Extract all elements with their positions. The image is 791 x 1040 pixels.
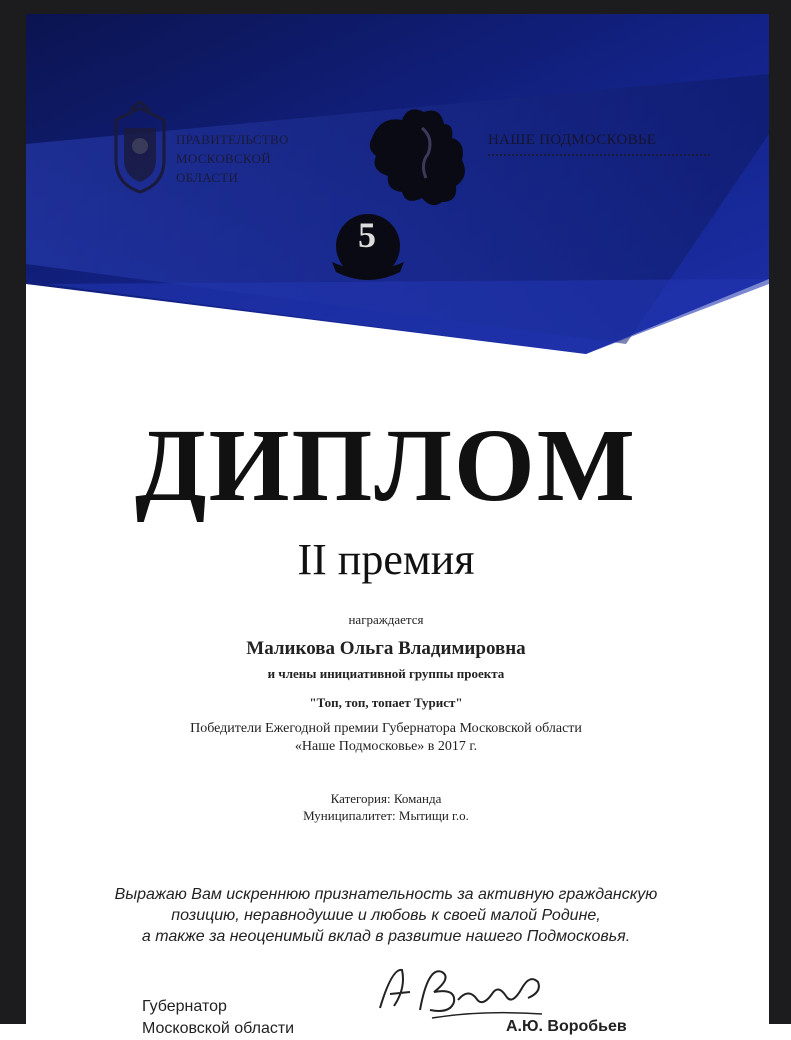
government-name — [176, 130, 289, 187]
recipient-name: Маликова Ольга Владимировна — [246, 638, 526, 659]
winners-line-1: Победители Ежегодной премии Губернатора Московской области — [190, 721, 582, 736]
project-name: "Топ, топ, топает Турист" — [309, 695, 463, 710]
government-line-3: ОБЛАСТИ — [176, 170, 239, 185]
prize-logo-title: НАШЕ ПОДМОСКОВЬЕ — [488, 132, 657, 148]
municipality: Муниципалитет: Мытищи г.о. — [303, 808, 469, 823]
group-members: и члены инициативной группы проекта — [267, 666, 505, 681]
category: Категория: Команда — [330, 791, 442, 806]
anniversary-number: 5 — [358, 215, 376, 255]
signer-title-line-1: Губернатор — [142, 998, 227, 1015]
prize-rank: II премия — [297, 535, 475, 584]
signer-title-line-2: Московской области — [142, 1020, 295, 1037]
gratitude-line-1: Выражаю Вам искреннюю признательность за активную гражданскую — [114, 886, 658, 903]
government-line-2: МОСКОВСКОЙ — [176, 151, 271, 166]
prize-logo-subtitle — [488, 154, 710, 162]
gratitude-text — [26, 884, 746, 947]
scan-frame-left — [0, 0, 26, 1024]
scan-frame-right — [769, 0, 791, 1024]
signer-name: А.Ю. Воробьев — [506, 1018, 627, 1035]
diploma-title: ДИПЛОМ — [135, 408, 637, 523]
gratitude-line-3: а также за неоценимый вклад в развитие нашего Подмосковья. — [141, 928, 631, 945]
gratitude-line-2: позицию, неравнодушие и любовь к своей малой Родине, — [171, 907, 601, 924]
coat-of-arms-icon — [108, 100, 172, 196]
scan-frame-top — [0, 0, 791, 14]
moscow-region-map-icon — [362, 98, 478, 214]
government-line-1: ПРАВИТЕЛЬСТВО — [176, 132, 289, 147]
diploma-sheet — [26, 14, 769, 1037]
signer-title — [142, 996, 294, 1040]
winners-line-2: «Наше Подмосковье» в 2017 г. — [294, 739, 478, 754]
awarded-label: награждается — [348, 612, 424, 627]
